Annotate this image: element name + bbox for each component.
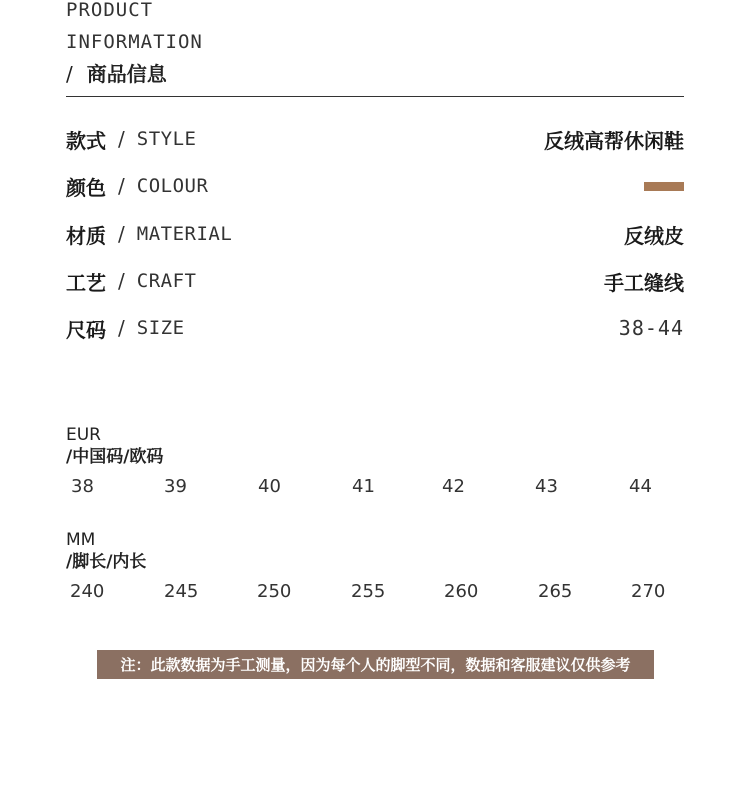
spec-label-en: SIZE <box>136 317 185 339</box>
measurement-note-banner <box>97 650 654 679</box>
product-information-header <box>66 0 203 90</box>
eur-size-values <box>66 476 686 506</box>
header-title-line2: INFORMATION <box>66 31 203 53</box>
eur-size-value: 39 <box>164 476 187 497</box>
mm-size-value: 250 <box>257 581 292 602</box>
spec-label-en: STYLE <box>136 128 197 150</box>
mm-size-value: 265 <box>538 581 573 602</box>
eur-unit-sublabel: /中国码/欧码 <box>66 447 164 467</box>
spec-label-sep: / <box>118 269 125 293</box>
header-divider <box>66 96 684 97</box>
spec-value-craft: 手工缝线 <box>604 270 684 295</box>
spec-label-en: COLOUR <box>136 175 209 197</box>
eur-unit-label: EUR <box>66 425 101 445</box>
mm-size-value: 245 <box>164 581 199 602</box>
spec-label-sep: / <box>118 127 125 151</box>
spec-row-craft <box>66 266 684 296</box>
spec-row-material <box>66 219 684 249</box>
spec-label-cn: 材质 <box>66 223 106 248</box>
mm-size-value: 270 <box>631 581 666 602</box>
spec-label <box>66 172 208 201</box>
spec-label <box>66 125 196 154</box>
spec-label-sep: / <box>118 316 125 340</box>
spec-label <box>66 220 232 249</box>
spec-value-size: 38-44 <box>618 316 684 340</box>
mm-size-value: 260 <box>444 581 479 602</box>
spec-row-colour <box>66 171 684 201</box>
header-slash: / <box>66 62 73 86</box>
mm-size-table <box>66 529 686 611</box>
mm-size-values <box>66 581 686 611</box>
eur-size-value: 44 <box>629 476 652 497</box>
spec-value-style: 反绒高帮休闲鞋 <box>544 128 684 153</box>
mm-unit-sublabel: /脚长/内长 <box>66 552 147 572</box>
colour-swatch <box>644 182 684 191</box>
eur-size-value: 41 <box>352 476 375 497</box>
mm-size-value: 240 <box>70 581 105 602</box>
spec-label <box>66 314 185 343</box>
mm-unit-label: MM <box>66 530 96 550</box>
eur-size-value: 40 <box>258 476 281 497</box>
header-cn-title <box>66 58 203 90</box>
header-title-line1: PRODUCT <box>66 0 154 21</box>
eur-size-value: 42 <box>442 476 465 497</box>
spec-label-cn: 工艺 <box>66 270 106 295</box>
spec-label-en: CRAFT <box>136 270 197 292</box>
spec-label-en: MATERIAL <box>136 223 233 245</box>
mm-size-value: 255 <box>351 581 386 602</box>
header-cn-text: 商品信息 <box>86 62 167 86</box>
spec-label-cn: 尺码 <box>66 317 106 342</box>
spec-label-sep: / <box>118 174 125 198</box>
spec-label-sep: / <box>118 222 125 246</box>
spec-label-cn: 颜色 <box>66 175 106 200</box>
spec-row-style <box>66 124 684 154</box>
spec-label-cn: 款式 <box>66 128 106 153</box>
spec-value-material: 反绒皮 <box>624 223 684 248</box>
eur-size-value: 43 <box>535 476 558 497</box>
measurement-note-text: 注：此款数据为手工测量，因为每个人的脚型不同，数据和客服建议仅供参考 <box>120 656 631 674</box>
spec-row-size <box>66 313 684 343</box>
eur-size-table <box>66 424 686 506</box>
spec-label <box>66 267 196 296</box>
eur-size-value: 38 <box>71 476 94 497</box>
